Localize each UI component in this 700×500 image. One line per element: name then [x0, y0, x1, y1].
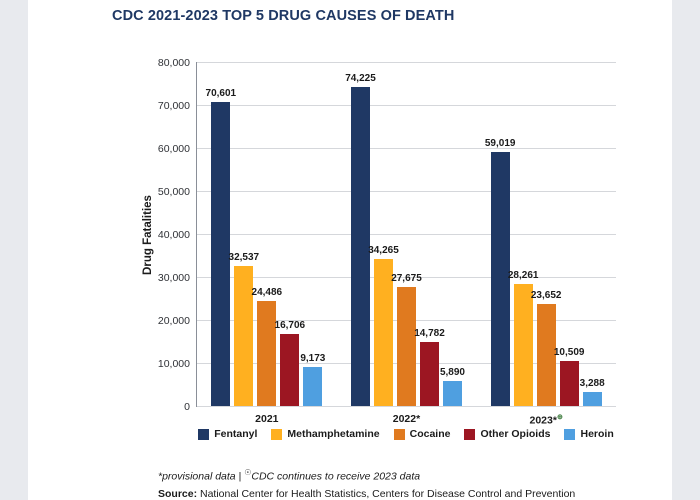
y-axis-tick-label: 70,000 — [157, 100, 190, 112]
y-axis-tick-label: 0 — [184, 401, 190, 413]
source-text: National Center for Health Statistics, Centers for Disease Control and Prevention — [197, 488, 576, 500]
y-axis-tick-label: 40,000 — [157, 229, 190, 241]
bar[interactable] — [439, 366, 465, 406]
footnote-receiving: CDC continues to receive 2023 data — [251, 470, 421, 483]
bar-value-label: 23,652 — [530, 290, 562, 302]
bar[interactable] — [274, 320, 306, 406]
bar-value-label: 59,019 — [484, 138, 516, 150]
bar[interactable] — [300, 352, 326, 406]
bar[interactable] — [507, 270, 539, 406]
bar[interactable] — [228, 252, 260, 406]
chart-title: CDC 2021-2023 TOP 5 DRUG CAUSES OF DEATH — [112, 8, 455, 24]
legend-label: Other Opioids — [480, 428, 551, 440]
bar[interactable] — [579, 377, 605, 406]
bar-value-label: 70,601 — [205, 88, 237, 100]
legend-label: Fentanyl — [214, 428, 258, 440]
gridline — [184, 401, 616, 413]
legend-label: Heroin — [580, 428, 614, 440]
legend-swatch — [271, 429, 282, 440]
y-axis-tick-label: 30,000 — [157, 272, 190, 284]
legend-label: Cocaine — [409, 428, 451, 440]
bar-value-label: 27,675 — [391, 273, 422, 284]
bar-value-label: 3,288 — [579, 377, 605, 389]
bar-value-label: 9,173 — [300, 352, 326, 364]
bar[interactable] — [484, 138, 516, 406]
footnote — [158, 468, 420, 483]
bar[interactable] — [391, 273, 422, 406]
y-axis-label-text: Drug Fatalities — [142, 194, 155, 275]
legend-swatch — [464, 429, 475, 440]
x-axis-tick-label: 2023*⊕ — [529, 414, 563, 427]
legend-item[interactable] — [198, 428, 257, 440]
bar-value-label: 14,782 — [414, 328, 445, 340]
bar-value-label: 10,509 — [553, 346, 585, 358]
bar[interactable] — [530, 290, 562, 406]
bar-group — [476, 62, 616, 427]
y-axis-tick-label: 50,000 — [157, 186, 190, 198]
legend-swatch — [198, 429, 209, 440]
source-line — [158, 488, 575, 500]
bar[interactable] — [414, 328, 445, 406]
x-axis-tick-label: 2021 — [255, 413, 279, 425]
footnote-separator: | — [238, 470, 242, 483]
bar-group — [337, 62, 477, 425]
legend-swatch — [564, 429, 575, 440]
bar[interactable] — [345, 72, 376, 406]
footnote-provisional: *provisional data — [158, 470, 236, 483]
legend-label: Methamphetamine — [287, 428, 380, 440]
bar-value-label: 5,890 — [439, 366, 465, 378]
chart-legend — [196, 428, 616, 440]
bar[interactable] — [251, 286, 283, 406]
footnote-dagger-icon: ☉ — [244, 468, 252, 477]
y-axis-tick-label: 10,000 — [157, 358, 190, 370]
bar-value-label: 32,537 — [228, 252, 260, 264]
legend-item[interactable] — [564, 428, 613, 440]
y-axis-tick-label: 60,000 — [157, 143, 190, 155]
source-label: Source: — [158, 488, 198, 500]
legend-item[interactable] — [464, 428, 550, 440]
bar[interactable] — [553, 346, 585, 406]
plot-area — [157, 57, 616, 427]
bar[interactable] — [368, 244, 399, 406]
bar-value-label: 34,265 — [368, 244, 399, 256]
y-axis-tick-label: 80,000 — [157, 57, 190, 69]
bar-value-label: 16,706 — [274, 320, 306, 332]
legend-item[interactable] — [271, 428, 379, 440]
bar-value-label: 74,225 — [345, 72, 376, 84]
bar-group — [197, 62, 337, 425]
y-axis-tick-label: 20,000 — [157, 315, 190, 327]
legend-item[interactable] — [394, 428, 451, 440]
bar[interactable] — [205, 88, 237, 406]
bar-value-label: 28,261 — [507, 270, 539, 282]
legend-swatch — [394, 429, 405, 440]
chart-card — [28, 0, 672, 500]
x-axis-tick-label: 2022* — [392, 413, 421, 425]
y-axis-label — [140, 62, 156, 407]
bar-value-label: 24,486 — [251, 286, 283, 298]
